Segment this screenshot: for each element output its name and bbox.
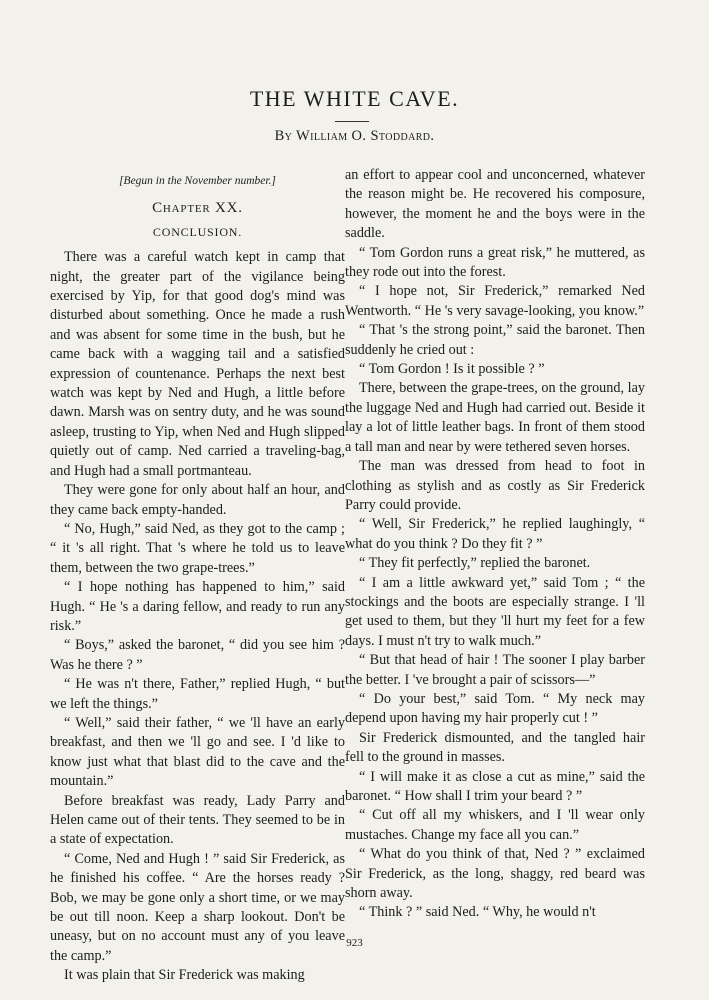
right-column [345,166,645,923]
begun-note: [Begun in the November number.] [119,175,276,187]
title-rule [335,121,369,122]
paragraph: “ Boys,” asked the baronet, “ did you see him ? Was he there ? ” [50,637,345,673]
author-byline [0,128,709,145]
paragraph: They were gone for only about half an hour, and they came back empty-handed. [50,482,345,518]
paragraph: There, between the grape-trees, on the ground, lay the luggage Ned and Hugh had carried out. Beside it lay a lot of little leather bags. In front of them stood a tall man and near by were tethered seven horses. [345,380,645,455]
page-number: 923 [346,937,363,949]
article-title: THE WHITE CAVE. [249,86,460,111]
paragraph: “ But that head of hair ! The sooner I play barber the better. I 've brought a pair of scissors—” [345,652,645,688]
paragraph: Before breakfast was ready, Lady Parry and Helen came out of their tents. They seemed to be in a state of expectation. [50,792,345,848]
paragraph: “ Cut off all my whiskers, and I 'll wear only mustaches. Change my face all you can.” [345,807,645,843]
paragraph: It was plain that Sir Frederick was making [64,967,305,984]
paragraph: “ I will make it as close a cut as mine,” said the baronet. “ How shall I trim your beard ? ” [345,768,645,804]
paragraph: “ Think ? ” said Ned. “ Why, he would n't [359,904,596,921]
paragraph: “ Tom Gordon ! Is it possible ? ” [359,361,545,378]
paragraph: “ He was n't there, Father,” replied Hugh, “ but we left the things.” [50,676,345,712]
chapter-subtitle: CONCLUSION. [152,224,243,239]
paragraph: “ Tom Gordon runs a great risk,” he muttered, as they rode out into the forest. [345,244,645,281]
paragraph: “ No, Hugh,” said Ned, as they got to the camp ; “ it 's all right. That 's where he told us to leave them, between the two grape-trees.” [50,520,345,576]
right-body [345,166,645,923]
paragraph: “ Well,” said their father, “ we 'll have an early breakfast, and then we 'll go and see. I 'd like to know just what that blast did to the cave and the mountain.” [50,714,345,790]
paragraph: “ I hope nothing has happened to him,” said Hugh. “ He 's a daring fellow, and ready to run any risk.” [50,579,345,634]
paragraph: Sir Frederick dismounted, and the tangled hair fell to the ground in masses. [345,729,645,766]
left-column [50,166,345,986]
paragraph: There was a careful watch kept in camp that night, the greater part of the vigilance being exercised by Yip, for that good dog's mind was disturbed about something. Once he made a rush and was absent for some time in the bush, but he came back with a wagging tail and a satisfied expression of countenance. Perhaps the next best watch was kept by Ned and Hugh, a little before dawn. Marsh was on sentry duty, and he was sound asleep, trusting to Yip, when Ned and Hugh slipped quietly out of camp. Ned carried a traveling-bag, and Hugh had a small portmanteau. [50,249,345,479]
paragraph: “ Come, Ned and Hugh ! ” said Sir Frederick, as he finished his coffee. “ Are the horses ready ? Bob, we may be gone only a short time, or we may be out till noon. Keep a sharp lookout. Don't be uneasy, but on no account must any of you leave the camp.” [50,850,345,964]
paragraph: “ Do your best,” said Tom. “ My neck may depend upon having my hair properly cut ! ” [345,690,645,727]
byline-text: By William O. Stoddard. [274,128,435,144]
paragraph: “ I am a little awkward yet,” said Tom ; “ the stockings and the boots are especially strange. I 'll get used to them, but they 'll hurt my feet for a few days. I must n't try to walk much.” [345,574,645,649]
left-body [50,248,345,985]
paragraph: an effort to appear cool and unconcerned, whatever the reason might be. He recovered his composure, however, the moment he and the boys were in the saddle. [345,167,645,242]
paragraph: “ What do you think of that, Ned ? ” exclaimed Sir Frederick, as the long, shaggy, red beard was shorn away. [345,846,645,902]
paragraph: The man was dressed from head to foot in clothing as stylish and as costly as Sir Frederick Parry could provide. [345,458,645,513]
paragraph: “ I hope not, Sir Frederick,” remarked Ned Wentworth. “ He 's very savage-looking, you know.” [345,283,645,319]
paragraph: “ Well, Sir Frederick,” he replied laughingly, “ what do you think ? Do they fit ? ” [345,516,645,552]
chapter-heading: Chapter XX. [152,200,243,217]
paragraph: “ They fit perfectly,” replied the baronet. [359,555,591,572]
paragraph: “ That 's the strong point,” said the baronet. Then suddenly he cried out : [345,322,645,358]
